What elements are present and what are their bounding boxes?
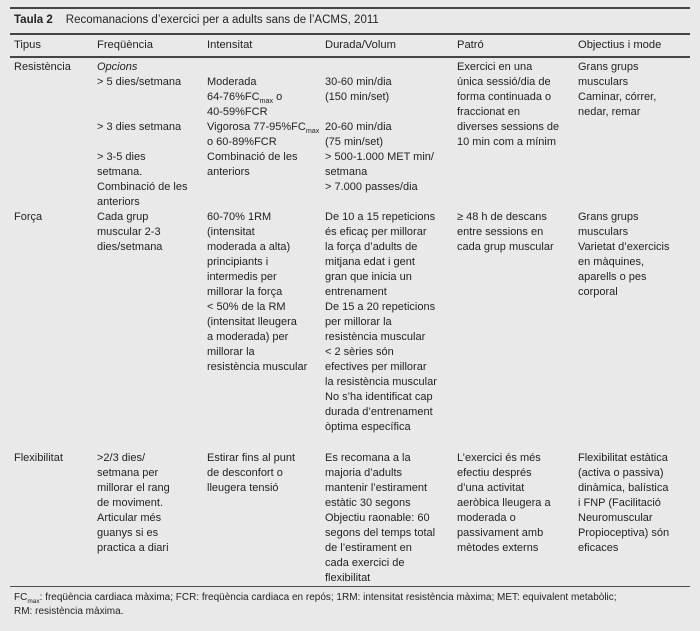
cell-forca-objectius: Grans grups musculars Varietat d’exercicis en màquines, aparells o pes corporal xyxy=(578,211,670,298)
column-header-durada-volum: Durada/Volum xyxy=(325,39,396,51)
cell-resistencia-patro: Exercici en una única sessió/dia de forma continuada o fraccionat en diverses sessions de 10 min com a mínim xyxy=(457,61,560,148)
cell-flexibilitat-tipus: Flexibilitat xyxy=(14,452,63,464)
column-header-intensitat: Intensitat xyxy=(207,39,253,51)
table-title xyxy=(10,9,690,33)
cell-forca-frequencia: Cada grup muscular 2-3 dies/setmana xyxy=(97,211,163,253)
table-body xyxy=(10,58,690,586)
column-header-frequencia: Freqüència xyxy=(97,39,153,51)
table-number: Taula 2 xyxy=(14,14,53,26)
cell-resistencia-intensitat: Moderada $64-76\%FC_{max}$ o 40-59%FCR Vigorosa $77-95\%FC_{max}$ o 60-89%FCR Combinació de les anteriors xyxy=(207,76,320,178)
cell-forca-patro: ≥ 48 h de descans entre sessions en cada grup muscular xyxy=(457,211,554,253)
column-header-row xyxy=(10,35,690,56)
table-row-flexibilitat xyxy=(10,451,690,586)
cell-resistencia-durada: 30-60 min/dia (150 min/set) 20-60 min/dia (75 min/set) > 500-1.000 MET min/ setmana > 7.000 passes/dia xyxy=(325,76,434,193)
cell-resistencia-tipus: Resistència xyxy=(14,61,71,73)
cell-flexibilitat-durada: Es recomana a la majoria d’adults mantenir l’estirament estàtic 30 segons Objectiu raonable: 60 segons del temps total de l’estirament en cada exercici de flexibilitat xyxy=(325,452,436,584)
cell-forca-durada: De 10 a 15 repeticions és eficaç per millorar la força d’adults de mitjana edat i gent gran que inicia un entrenament De 15 a 20 repeticions per millorar la resistència muscular < 2 sèries són efectives per millorar la resistència muscular No s’ha identificat cap durada d’entrenament òptima específica xyxy=(325,211,437,433)
column-header-tipus: Tipus xyxy=(14,39,41,51)
column-header-objectius: Objectius i mode xyxy=(578,39,662,51)
cell-flexibilitat-intensitat: Estirar fins al punt de desconfort o lleugera tensió xyxy=(207,452,296,494)
cell-flexibilitat-patro: L’exercici és més efectiu després d’una activitat aeròbica lleugera a moderada o passivament amb mètodes externs xyxy=(457,452,551,554)
cell-flexibilitat-objectius: Flexibilitat estàtica (activa o passiva) dinàmica, balística i FNP (Facilitació Neuromuscular Propioceptiva) són eficaces xyxy=(578,452,670,554)
cell-forca-intensitat: 60-70% 1RM (intensitat moderada a alta) principiants i intermedis per millorar la força < 50% de la RM (intensitat lleugera a moderada) per millorar la resistència muscular xyxy=(207,211,308,373)
cell-flexibilitat-frequencia: >2/3 dies/ setmana per millorar el rang de moviment. Articular més guanys si es practica a diari xyxy=(97,452,170,554)
cell-resistencia-frequencia: Opcions > 5 dies/setmana > 3 dies setmana > 3-5 dies setmana. Combinació de les anteriors xyxy=(97,61,188,208)
cell-forca-tipus: Força xyxy=(14,211,43,223)
column-header-patro: Patró xyxy=(457,39,484,51)
cell-resistencia-objectius: Grans grups musculars Caminar, córrer, nedar, remar xyxy=(578,61,657,118)
table-row-forca xyxy=(10,210,690,435)
table-caption: Recomanacions d’exercici per a adults sans de l’ACMS, 2011 xyxy=(65,14,379,26)
table-row-resistencia xyxy=(10,60,690,210)
table-footnote: $FC_{max}$: freqüència cardiaca màxima; FCR: freqüència cardiaca en repós; 1RM: intensitat resistència màxima; MET: equivalent metabòlic; RM: resistència màxima. xyxy=(14,592,617,617)
